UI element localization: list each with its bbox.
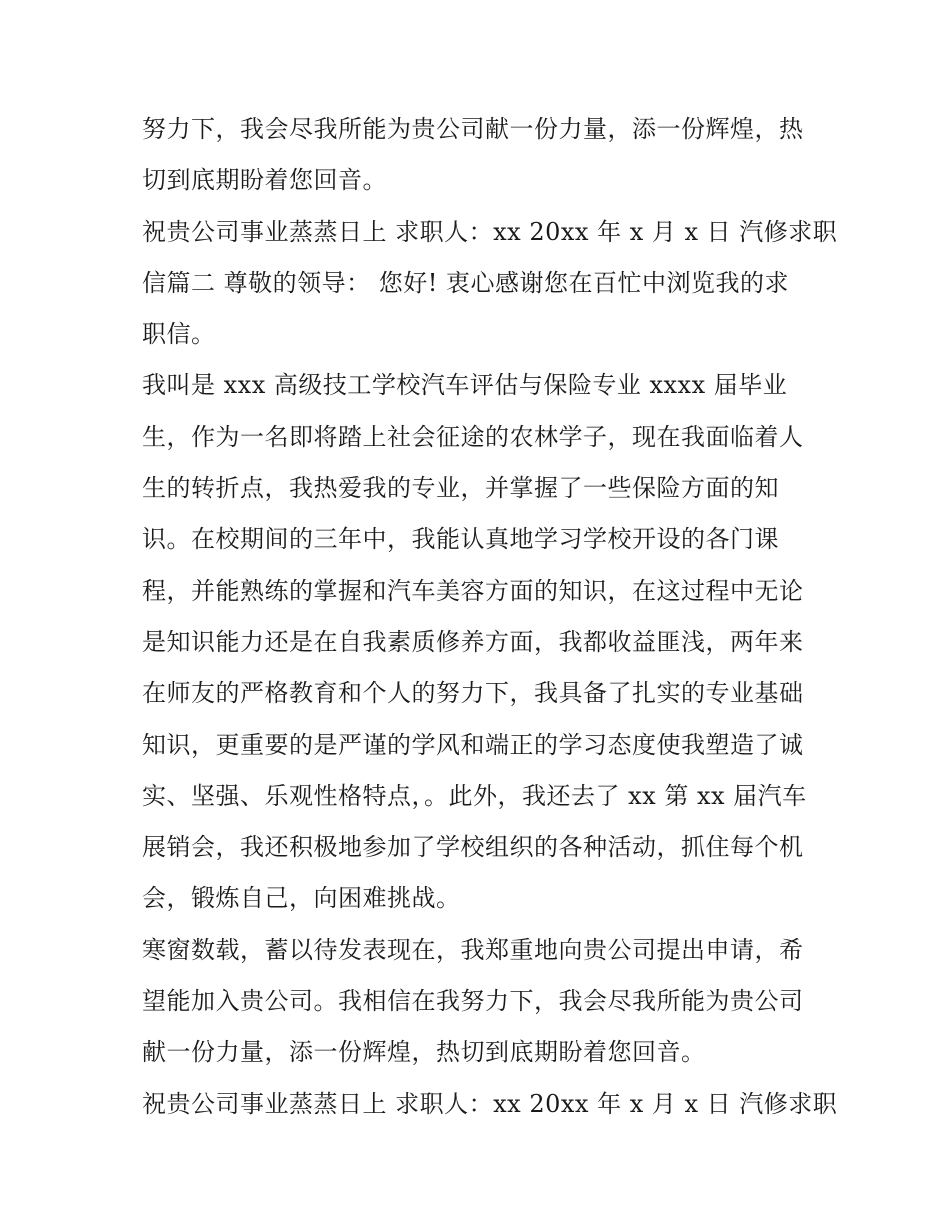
text-line: 望能加入贵公司。我相信在我努力下，我会尽我所能为贵公司: [142, 987, 804, 1016]
text-line: 祝贵公司事业蒸蒸日上 求职人：xx 20xx 年 x 月 x 日 汽修求职: [142, 217, 838, 246]
text-line: 实、坚强、乐观性格特点，。此外，我还去了 xx 第 xx 届汽车: [142, 781, 807, 810]
text-line: 祝贵公司事业蒸蒸日上 求职人：xx 20xx 年 x 月 x 日 汽修求职: [142, 1089, 838, 1118]
text-line: 展销会，我还积极地参加了学校组织的各种活动，抓住每个机: [142, 833, 804, 862]
text-line: 是知识能力还是在自我素质修养方面，我都收益匪浅，两年来: [142, 627, 804, 656]
text-line: 寒窗数载，蓄以待发表现在，我郑重地向贵公司提出申请，希: [142, 935, 804, 964]
text-line: 切到底期盼着您回音。: [142, 166, 387, 195]
text-line: 程，并能熟练的掌握和汽车美容方面的知识，在这过程中无论: [142, 576, 804, 605]
text-line: 生的转折点，我热爱我的专业，并掌握了一些保险方面的知: [142, 474, 779, 503]
text-line: 献一份力量，添一份辉煌，热切到底期盼着您回音。: [142, 1038, 706, 1067]
text-line: 知识，更重要的是严谨的学风和端正的学习态度使我塑造了诚: [142, 730, 804, 759]
body-text: [142, 104, 838, 1130]
text-line: 信篇二 尊敬的领导： 您好! 衷心感谢您在百忙中浏览我的求: [142, 268, 790, 297]
text-line: 职信。: [142, 320, 216, 349]
text-line: 在师友的严格教育和个人的努力下，我具备了扎实的专业基础: [142, 679, 804, 708]
text-line: 会，锻炼自己，向困难挑战。: [142, 884, 461, 913]
text-line: 努力下，我会尽我所能为贵公司献一份力量，添一份辉煌，热: [142, 115, 804, 143]
text-line: 我叫是 xxx 高级技工学校汽车评估与保险专业 xxxx 届毕业: [142, 371, 788, 400]
text-line: 生，作为一名即将踏上社会征途的农林学子，现在我面临着人: [142, 422, 804, 451]
text-line: 识。在校期间的三年中，我能认真地学习学校开设的各门课: [142, 525, 779, 554]
